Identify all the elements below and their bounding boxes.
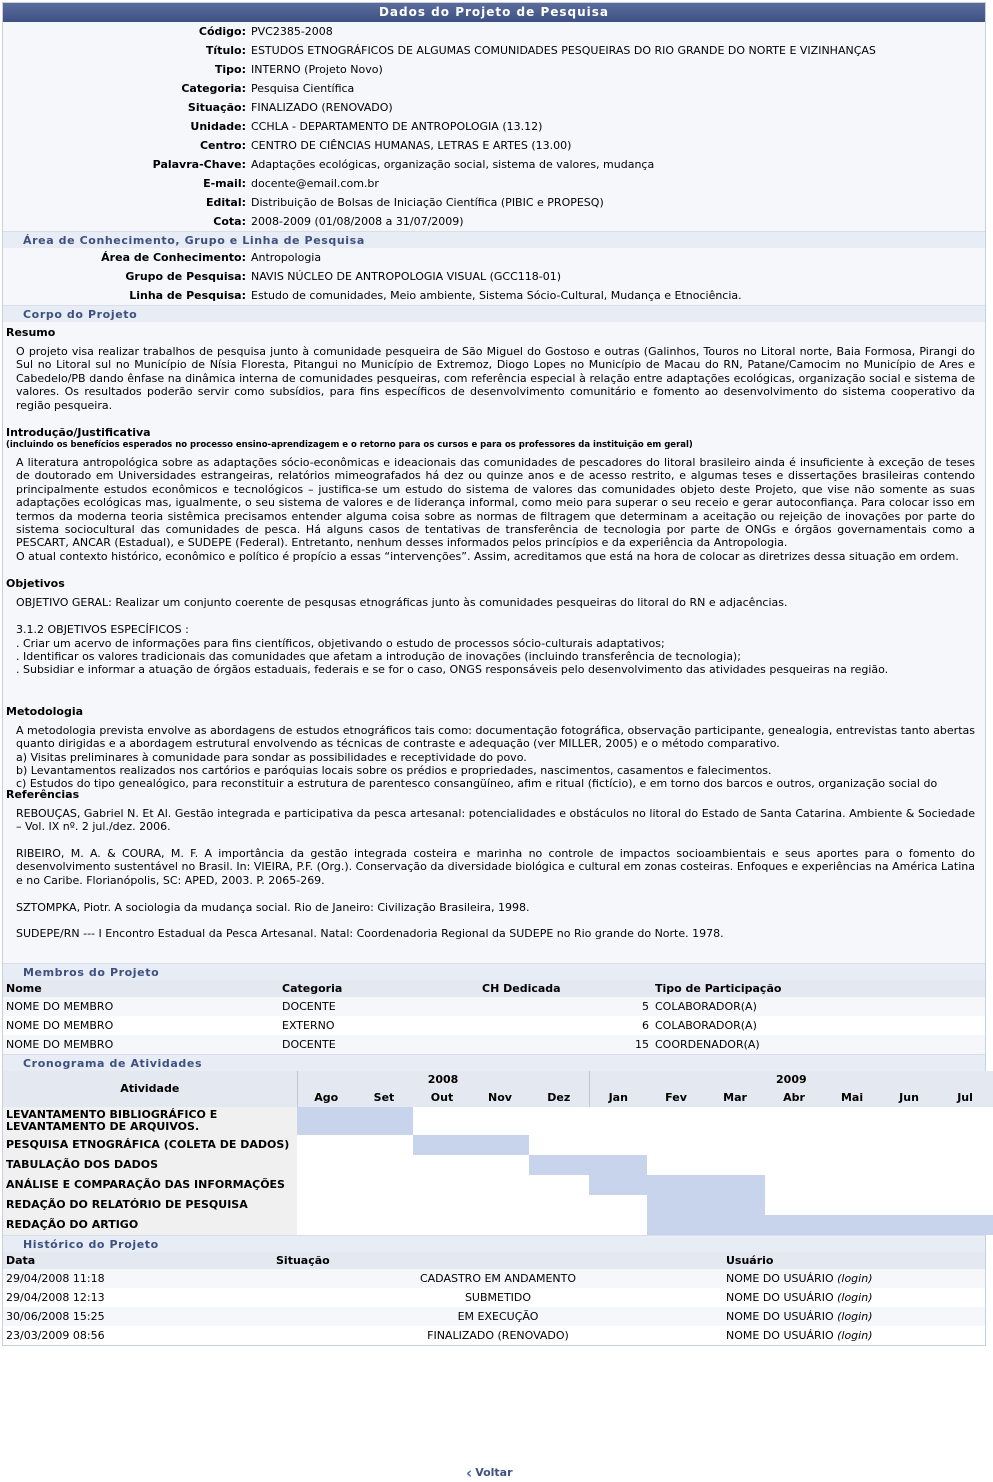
info-value: PVC2385-2008 [251,25,333,38]
schedule-table [3,1071,993,1235]
schedule-empty-cell [297,1155,355,1175]
info-label: Área de Conhecimento: [101,251,246,264]
schedule-empty-cell [647,1135,705,1155]
month-header: Jul [937,1089,993,1107]
activity-name: ANÁLISE E COMPARAÇÃO DAS INFORMAÇÕES [3,1175,297,1195]
history-date: 29/04/2008 12:13 [3,1288,273,1307]
history-status: EM EXECUÇÃO [273,1307,723,1326]
member-ch: 15 [479,1035,652,1054]
history-user [723,1288,985,1307]
info-row [3,248,985,267]
activity-name: PESQUISA ETNOGRÁFICA (COLETA DE DADOS) [3,1135,297,1155]
info-label: Tipo: [214,63,246,76]
schedule-empty-cell [589,1135,647,1155]
schedule-empty-cell [589,1195,647,1215]
history-user [723,1326,985,1345]
schedule-bar-cell [937,1215,993,1235]
schedule-row [3,1155,993,1175]
table-row [3,1035,985,1054]
info-label: Edital: [205,196,246,209]
schedule-empty-cell [765,1195,823,1215]
history-date: 29/04/2008 11:18 [3,1269,273,1288]
activity-name: TABULAÇÃO DOS DADOS [3,1155,297,1175]
col-nome: Nome [3,980,279,997]
schedule-bar-cell [647,1215,705,1235]
schedule-empty-cell [647,1155,705,1175]
activity-name: LEVANTAMENTO BIBLIOGRÁFICO E LEVANTAMENTO DE ARQUIVOS. [3,1107,297,1135]
schedule-empty-cell [355,1175,413,1195]
project-body [3,322,985,963]
col-atividade: Atividade [3,1071,297,1107]
spacer [6,412,981,424]
metodologia-title: Metodologia [6,704,84,718]
schedule-bar-cell [705,1195,765,1215]
member-category: DOCENTE [279,1035,479,1054]
info-row [3,155,985,174]
member-name: NOME DO MEMBRO [3,997,279,1016]
schedule-empty-cell [823,1155,881,1175]
schedule-empty-cell [937,1195,993,1215]
info-row [3,22,985,41]
schedule-empty-cell [881,1195,937,1215]
member-ch: 5 [479,997,652,1016]
col-usuario: Usuário [723,1252,985,1269]
info-label: Unidade: [190,120,246,133]
schedule-empty-cell [881,1107,937,1135]
schedule-empty-cell [297,1135,355,1155]
schedule-row [3,1215,993,1235]
voltar-link[interactable] [466,1464,513,1482]
schedule-year-row [3,1071,993,1089]
schedule-row [3,1107,993,1135]
table-row [3,1307,985,1326]
schedule-bar-cell [647,1195,705,1215]
spacer [6,563,981,575]
schedule-bar-cell [297,1107,355,1135]
schedule-empty-cell [413,1107,471,1135]
info-value: FINALIZADO (RENOVADO) [251,101,393,114]
schedule-bar-cell [823,1215,881,1235]
history-user-login: (login) [837,1309,873,1323]
month-header: Jan [589,1089,647,1107]
history-user [723,1269,985,1288]
info-value: CCHLA - DEPARTAMENTO DE ANTROPOLOGIA (13.12) [251,120,543,133]
schedule-bar-cell [589,1175,647,1195]
schedule-empty-cell [937,1135,993,1155]
history-user-login: (login) [837,1290,873,1304]
activity-name: REDAÇÃO DO RELATÓRIO DE PESQUISA [3,1195,297,1215]
voltar-label: Voltar [475,1466,513,1479]
schedule-empty-cell [765,1155,823,1175]
activity-name: REDAÇÃO DO ARTIGO [3,1215,297,1235]
intro-text: A literatura antropológica sobre as adaptações sócio-econômicas e ideacionais das comunidades de pescadores do litoral brasileiro ainda é insuficiente à exceção de teses de doutorado em Universidades estrangeiras, relatórios mimeografados há dez ou quinze anos e de acesso restrito, e algumas teses e dissertações brasileiras contendo principalmente estudos econômicos e tecnológicos – justifica-se um estudo do sistema de valores das comunidades objeto deste Projeto, que vise não somente as suas adaptações ecológicas mas, igualmente, o seu sistema de valores e de liderança informal, como meio para superar o seu receio e gerar autoconfiança. Para colocar isso em termos da moderna teoria sistêmica precisamos entender alguma coisa sobre as normas de filtragem que determinam a aceitação ou rejeição de inovações por parte do sistema sociocultural das comunidades de pesca. Há alguns casos de tentativas de transferência de tecnologia por parte de ONGs e órgãos governamentais como a PESCART, ANCAR (Estadual), e SUDEPE (Federal). Entretanto, nenhum desses informados pelos princípios e da experiência da Antropologia. O atual contexto histórico, econômico e político é propício a essas “intervenções”. Assim, acreditamos que está na hora de colocar as diretrizes dessa situação em ordem. [16,456,975,563]
intro-subtitle: (incluindo os benefícios esperados no processo ensino-aprendizagem e o retorno para os cursos e para os professores da instituição em geral) [6,440,693,451]
schedule-empty-cell [471,1195,529,1215]
info-value: 2008-2009 (01/08/2008 a 31/07/2009) [251,215,464,228]
intro-title: Introdução/Justificativa [6,426,151,440]
info-row [3,98,985,117]
schedule-empty-cell [355,1135,413,1155]
history-user [723,1307,985,1326]
month-header: Out [413,1089,471,1107]
col-ch: CH Dedicada [479,980,652,997]
info-row [3,136,985,155]
schedule-bar-cell [705,1175,765,1195]
history-user-name: NOME DO USUÁRIO [726,1271,834,1285]
referencias-text: REBOUÇAS, Gabriel N. Et Al. Gestão integrada e participativa da pesca artesanal: potencialidades e obstáculos no litoral do Estado de Santa Catarina. Ambiente & Sociedade – Vol. IX nº. 2 jul./dez. 2006. RIBEIRO, M. A. & COURA, M. F. A importância da gestão integrada costeira e marinha no controle de impactos socioambientais e seus aportes para o fomento do desenvolvimento sustentável no Brasil. In: VIEIRA, P.F. (Org.). Conservação da diversidade biológica e cultural em zonas costeiras. Enfoques e experiências na América Latina e no Caribe. Florianópolis, SC: APED, 2003. P. 2065-269. SZTOMPKA, Piotr. A sociologia da mudança social. Rio de Janeiro: Civilização Brasileira, 1998. SUDEPE/RN --- I Encontro Estadual da Pesca Artesanal. Natal: Coordenadoria Regional da SUDEPE no Rio grande do Norte. 1978. [16,806,975,941]
info-row [3,41,985,60]
history-status: CADASTRO EM ANDAMENTO [273,1269,723,1288]
member-name: NOME DO MEMBRO [3,1016,279,1035]
info-value: Distribuição de Bolsas de Iniciação Científica (PIBIC e PROPESQ) [251,196,604,209]
schedule-empty-cell [765,1175,823,1195]
schedule-empty-cell [937,1107,993,1135]
info-label: Linha de Pesquisa: [129,289,246,302]
history-date: 30/06/2008 15:25 [3,1307,273,1326]
info-value: Pesquisa Científica [251,82,355,95]
schedule-empty-cell [471,1215,529,1235]
schedule-empty-cell [529,1107,589,1135]
month-header: Nov [471,1089,529,1107]
year-header: 2009 [589,1071,993,1089]
info-label: Centro: [199,139,246,152]
schedule-empty-cell [355,1195,413,1215]
schedule-row [3,1195,993,1215]
month-header: Abr [765,1089,823,1107]
info-row [3,60,985,79]
history-user-login: (login) [837,1271,873,1285]
schedule-bar-cell [413,1135,471,1155]
referencias-title: Referências [6,787,80,801]
schedule-empty-cell [937,1175,993,1195]
schedule-empty-cell [589,1107,647,1135]
schedule-empty-cell [881,1175,937,1195]
resumo-text: O projeto visa realizar trabalhos de pesquisa junto à comunidade pesqueira de São Miguel do Gostoso e outras (Galinhos, Touros no Litoral norte, Baia Formosa, Pirangi do Sul no Litoral sul no Município de Nísia Floresta, Pitangui no Município de Extremoz, Diogo Lopes no Município de Macau do RN, Patane/Camocim no Município de Ares e Cabedelo/PB dando ênfase na dinâmica interna de comunidades pesqueiras, com referência especial à relação entre adaptações ecológicas, organização social e sistema de valores. Os resultados poderão servir como subsídios, para fins específicos de desenvolvimento comunitário e fomento ao desenvolvimento do sistema cooperativo da região pesqueira. [16,345,975,412]
spacer [6,677,981,703]
table-row [3,1016,985,1035]
schedule-empty-cell [355,1155,413,1175]
col-tipo: Tipo de Participação [652,980,985,997]
schedule-empty-cell [705,1155,765,1175]
table-row [3,997,985,1016]
section-area: Área de Conhecimento, Grupo e Linha de Pesquisa [3,231,985,248]
info-label: Situação: [187,101,246,114]
table-row [3,1288,985,1307]
year-header: 2008 [297,1071,589,1089]
history-table [3,1252,985,1345]
schedule-empty-cell [765,1135,823,1155]
member-name: NOME DO MEMBRO [3,1035,279,1054]
schedule-empty-cell [589,1215,647,1235]
member-type: COLABORADOR(A) [652,997,985,1016]
schedule-empty-cell [413,1215,471,1235]
month-header: Mai [823,1089,881,1107]
month-header: Jun [881,1089,937,1107]
schedule-empty-cell [529,1215,589,1235]
info-label: Código: [198,25,246,38]
col-situacao: Situação [273,1252,723,1269]
month-header: Set [355,1089,413,1107]
info-label: Grupo de Pesquisa: [125,270,246,283]
schedule-empty-cell [529,1135,589,1155]
history-status: FINALIZADO (RENOVADO) [273,1326,723,1345]
schedule-empty-cell [937,1155,993,1175]
metodologia-text: A metodologia prevista envolve as abordagens de estudos etnográficos tais como: documentação fotográfica, observação participante, genealogia, entrevistas tanto abertas quanto dirigidas e a abordagem estrutural envolvendo as técnicas de contraste e adequação (ver MILLER, 2005) e o método comparativo. a) Visitas preliminares à comunidade para sondar as possibilidades e receptividade do povo. b) Levantamentos realizados nos cartórios e paróquias locais sobre os prédios e propriedades, nascimentos, casamentos e falecimentos. c) Estudos do tipo genealógico, para reconstituir a estrutura de parentesco consangüíneo, afim e ritual (fictício), e em torno dos barcos e outros, organização social do [16,723,975,791]
member-type: COORDENADOR(A) [652,1035,985,1054]
schedule-empty-cell [705,1107,765,1135]
info-row [3,117,985,136]
section-corpo: Corpo do Projeto [3,305,985,322]
schedule-row [3,1135,993,1155]
month-header: Dez [529,1089,589,1107]
info-value: CENTRO DE CIÊNCIAS HUMANAS, LETRAS E ARTES (13.00) [251,139,572,152]
schedule-empty-cell [529,1175,589,1195]
schedule-bar-cell [529,1155,589,1175]
schedule-empty-cell [823,1175,881,1195]
info-row [3,193,985,212]
resumo-title: Resumo [6,326,56,339]
info-row [3,212,985,231]
history-user-login: (login) [837,1328,873,1342]
schedule-empty-cell [647,1107,705,1135]
schedule-bar-cell [471,1135,529,1155]
section-historico: Histórico do Projeto [3,1235,985,1252]
history-date: 23/03/2009 08:56 [3,1326,273,1345]
col-categoria: Categoria [279,980,479,997]
month-header: Fev [647,1089,705,1107]
info-label: Palavra-Chave: [152,158,246,171]
schedule-bar-cell [647,1175,705,1195]
info-label: Título: [205,44,246,57]
info-value: NAVIS NÚCLEO DE ANTROPOLOGIA VISUAL (GCC118-01) [251,270,562,283]
member-type: COLABORADOR(A) [652,1016,985,1035]
info-value: Antropologia [251,251,322,264]
schedule-empty-cell [881,1135,937,1155]
info-label: E-mail: [203,177,246,190]
spacer [6,941,981,959]
section-membros: Membros do Projeto [3,963,985,980]
info-row [3,174,985,193]
objetivos-title: Objetivos [6,577,65,591]
schedule-empty-cell [471,1155,529,1175]
info-label: Categoria: [181,82,246,95]
schedule-empty-cell [413,1155,471,1175]
schedule-bar-cell [589,1155,647,1175]
table-row [3,1269,985,1288]
project-details-panel [2,2,986,1346]
schedule-empty-cell [297,1175,355,1195]
schedule-empty-cell [823,1195,881,1215]
schedule-empty-cell [471,1175,529,1195]
table-row [3,1326,985,1345]
schedule-empty-cell [765,1107,823,1135]
schedule-empty-cell [355,1215,413,1235]
info-row [3,267,985,286]
month-header: Ago [297,1089,355,1107]
month-header: Mar [705,1089,765,1107]
schedule-empty-cell [705,1135,765,1155]
info-value: INTERNO (Projeto Novo) [251,63,383,76]
area-info-table [3,248,985,305]
schedule-empty-cell [413,1195,471,1215]
chevron-left-icon: ‹ [466,1464,473,1482]
schedule-bar-cell [765,1215,823,1235]
info-value: ESTUDOS ETNOGRÁFICOS DE ALGUMAS COMUNIDADES PESQUEIRAS DO RIO GRANDE DO NORTE E VIZINHANÇAS [251,44,876,57]
project-info-table [3,22,985,231]
schedule-empty-cell [823,1135,881,1155]
members-table [3,980,985,1054]
section-cronograma: Cronograma de Atividades [3,1054,985,1071]
history-user-name: NOME DO USUÁRIO [726,1290,834,1304]
info-value: Estudo de comunidades, Meio ambiente, Sistema Sócio-Cultural, Mudança e Etnociência. [251,289,742,302]
member-category: EXTERNO [279,1016,479,1035]
schedule-empty-cell [823,1107,881,1135]
schedule-empty-cell [881,1155,937,1175]
member-ch: 6 [479,1016,652,1035]
schedule-empty-cell [297,1215,355,1235]
objetivos-text: OBJETIVO GERAL: Realizar um conjunto coerente de pesqusas etnográficas junto às comunidades pesqueiras do litoral do RN e adjacências. 3.1.2 OBJETIVOS ESPECÍFICOS : . Criar um acervo de informações para fins científicos, objetivando o estudo de processos sócio-culturais adaptativos; . Identificar os valores tradicionais das comunidades que afetam a introdução de inovações (incluindo transferência de tecnologia); . Subsidiar e informar a atuação de órgãos estaduais, federais e se for o caso, ONGS responsáveis pelo desenvolvimento das atividades pesqueiras na região. [16,596,889,677]
page-title: Dados do Projeto de Pesquisa [3,3,985,22]
history-user-name: NOME DO USUÁRIO [726,1328,834,1342]
schedule-empty-cell [413,1175,471,1195]
schedule-empty-cell [529,1195,589,1215]
member-category: DOCENTE [279,997,479,1016]
info-row [3,286,985,305]
schedule-bar-cell [355,1107,413,1135]
info-value: Adaptações ecológicas, organização social, sistema de valores, mudança [251,158,655,171]
info-value: docente@email.com.br [251,177,379,190]
schedule-row [3,1175,993,1195]
info-row [3,79,985,98]
info-label: Cota: [213,215,246,228]
schedule-bar-cell [705,1215,765,1235]
history-status: SUBMETIDO [273,1288,723,1307]
history-user-name: NOME DO USUÁRIO [726,1309,834,1323]
schedule-empty-cell [297,1195,355,1215]
schedule-bar-cell [881,1215,937,1235]
schedule-empty-cell [471,1107,529,1135]
col-data: Data [3,1252,273,1269]
